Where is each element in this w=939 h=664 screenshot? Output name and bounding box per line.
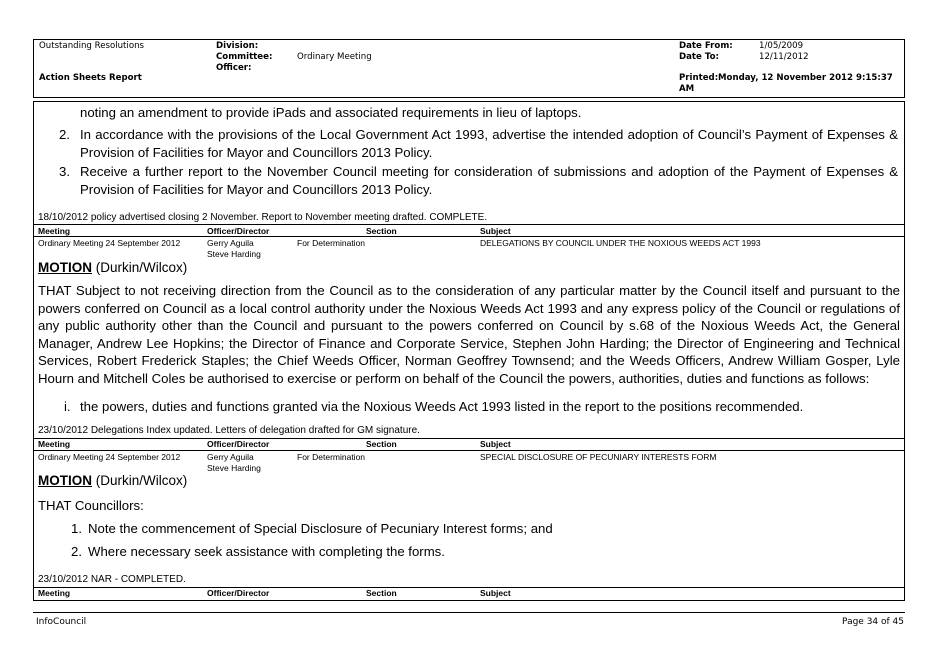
date-from-value: 1/05/2009 (759, 41, 804, 51)
motion-heading (38, 259, 187, 276)
motion-movers: (Durkin/Wilcox) (92, 473, 188, 488)
resolutions-content (33, 101, 905, 601)
record-officer: Gerry Aguila (207, 452, 254, 462)
officer-label: Officer: (216, 63, 252, 73)
list-number: 2. (71, 544, 82, 559)
report-name: Action Sheets Report (39, 73, 142, 83)
column-meeting: Meeting (38, 226, 71, 236)
column-subject: Subject (480, 226, 511, 236)
column-section: Section (366, 226, 397, 236)
column-subject: Subject (480, 439, 511, 449)
record-meeting: Ordinary Meeting 24 September 2012 (38, 238, 181, 248)
record-meeting: Ordinary Meeting 24 September 2012 (38, 452, 181, 462)
date-to-label: Date To: (679, 52, 719, 62)
division-label: Division: (216, 41, 259, 51)
motion-label: MOTION (38, 260, 92, 275)
column-officer: Officer/Director (207, 226, 270, 236)
divider (34, 438, 904, 439)
column-meeting: Meeting (38, 439, 71, 449)
record-section: For Determination (297, 452, 366, 462)
date-to-value: 12/11/2012 (759, 52, 809, 62)
printed-value-cont: AM (679, 84, 695, 94)
printed-label: Printed: (679, 73, 719, 83)
footer-app-name: InfoCouncil (36, 617, 87, 627)
record-officer: Steve Harding (207, 463, 261, 473)
list-item-text: Receive a further report to the November Council meeting for consideration of submissions and adoption of the Payment of Expenses & Provision of Facilities for Mayor and Councillors 2013 Policy. (80, 164, 898, 197)
record-subject: SPECIAL DISCLOSURE OF PECUNIARY INTERESTS FORM (480, 452, 717, 462)
record-officer: Gerry Aguila (207, 238, 254, 248)
record-subject: DELEGATIONS BY COUNCIL UNDER THE NOXIOUS WEEDS ACT 1993 (480, 238, 761, 248)
motion-body: THAT Subject to not receiving direction from the Council as to the consideration of any particular matter by the Council itself and pursuant to the powers conferred on Council as a local control authority under the Noxious Weeds Act 1993 and any express policy of the Council or regulations of any public authority other than the Council and pursuant to the powers conferred on Council by s.68 of the Noxious Weeds Act, the General Manager, Andrew Lee Hopkins; the Director of Finance and Corporate Service, Stephen John Harding; the Director of Engineering and Technical Services, Robert Frederick Staples; the Chief Weeds Officer, Norman Geoffrey Townsend; and the Weeds Officers, Andrew William Gosper, Lyle Hourn and Mitchell Coles be authorised to exercise or perform on behalf of the Council the powers, authorities, duties and functions as follows: (38, 283, 900, 386)
list-number: 1. (71, 521, 82, 536)
list-number: i. (64, 399, 71, 414)
column-officer: Officer/Director (207, 588, 270, 598)
column-meeting: Meeting (38, 588, 71, 598)
motion-label: MOTION (38, 473, 92, 488)
divider (34, 224, 904, 225)
list-number: 2. (59, 127, 70, 142)
motion-heading (38, 472, 187, 489)
list-item-text: Where necessary seek assistance with completing the forms. (88, 544, 445, 559)
action-note: 23/10/2012 NAR - COMPLETED. (38, 574, 186, 585)
committee-label: Committee: (216, 52, 273, 62)
action-note: 18/10/2012 policy advertised closing 2 November. Report to November meeting drafted. COMPLETE. (38, 212, 488, 223)
list-item-text: Note the commencement of Special Disclosure of Pecuniary Interest forms; and (88, 521, 553, 536)
continued-line: noting an amendment to provide iPads and associated requirements in lieu of laptops. (80, 105, 582, 120)
printed-value: Monday, 12 November 2012 9:15:37 (718, 73, 893, 83)
footer-rule (33, 612, 905, 613)
column-section: Section (366, 588, 397, 598)
committee-value: Ordinary Meeting (297, 52, 372, 62)
page-number: Page 34 of 45 (842, 617, 904, 627)
divider (34, 587, 904, 588)
list-item-text: the powers, duties and functions granted via the Noxious Weeds Act 1993 listed in the report to the positions recommended. (80, 399, 804, 414)
motion-intro: THAT Councillors: (38, 498, 144, 513)
column-section: Section (366, 439, 397, 449)
column-subject: Subject (480, 588, 511, 598)
action-note: 23/10/2012 Delegations Index updated. Letters of delegation drafted for GM signature. (38, 425, 420, 436)
record-section: For Determination (297, 238, 366, 248)
report-type: Outstanding Resolutions (39, 41, 144, 51)
divider (34, 450, 904, 451)
record-officer: Steve Harding (207, 249, 261, 259)
divider (34, 236, 904, 237)
date-from-label: Date From: (679, 41, 733, 51)
report-header (33, 39, 905, 98)
motion-movers: (Durkin/Wilcox) (92, 260, 188, 275)
column-officer: Officer/Director (207, 439, 270, 449)
list-item-text: In accordance with the provisions of the Local Government Act 1993, advertise the intended adoption of Council’s Payment of Expenses & Provision of Facilities for Mayor and Councillors 2013 Policy. (80, 127, 898, 160)
list-number: 3. (59, 164, 70, 179)
